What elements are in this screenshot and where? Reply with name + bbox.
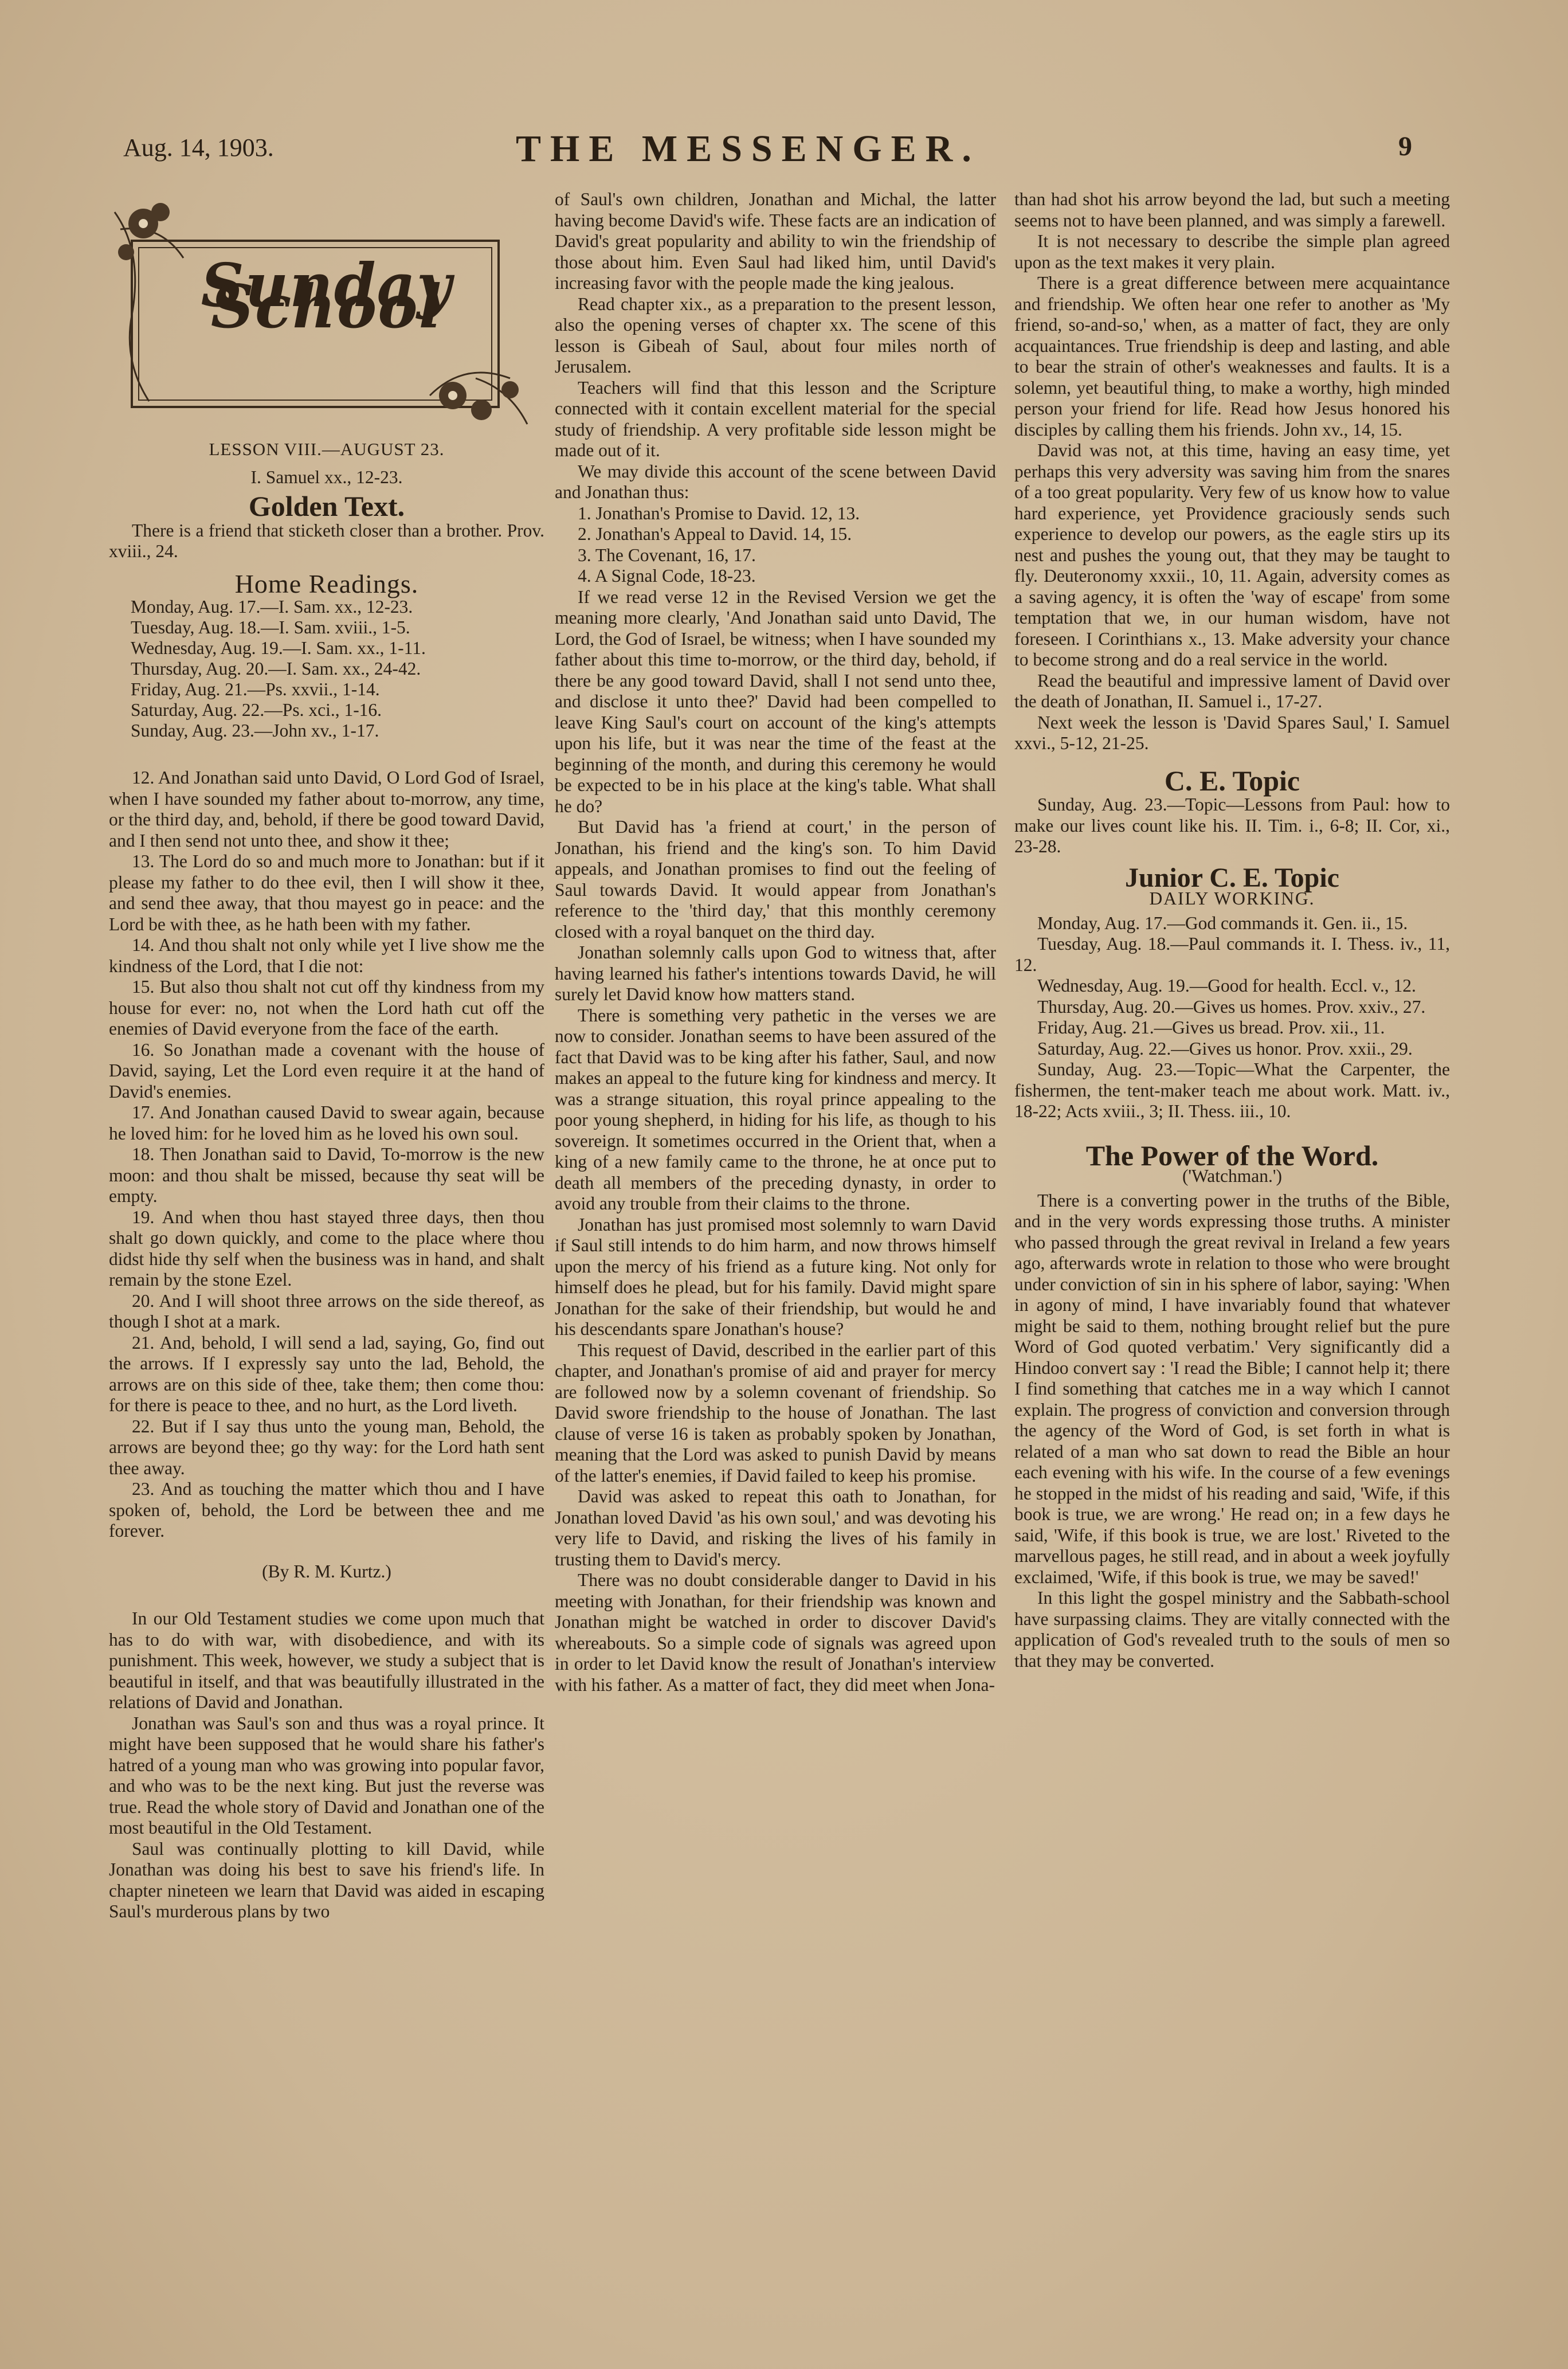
junior-ce-item: Saturday, Aug. 22.—Gives us honor. Prov. xxii., 29. xyxy=(1037,1038,1413,1059)
lesson-heading: LESSON VIII.—AUGUST 23. xyxy=(209,439,445,459)
commentary-paragraph: David was not, at this time, having an easy time, yet perhaps this very adversity was saving him from the snares of a too great popularity. Very few of us know how to value hard experience, yet Providence graciously sends such experience to develop our powers, as the eagle stirs up its nest and pushes the young out, that they may be taught to fly. Deuteronomy xxxii., 10, 11. Again, adversity comes as a saving agency, it is often the 'way of escape' from some temptation that we, in our human wisdom, have not foreseen. I Corinthians x., 13. Make adversity your chance to become strong and do a real service in the world. xyxy=(1014,440,1450,669)
commentary-paragraph: Read the beautiful and impressive lament of David over the death of Jonathan, II. Samuel i., 17-27. xyxy=(1014,670,1450,711)
verse: 16. So Jonathan made a covenant with the house of David, saying, Let the Lord even require it at the hand of David's enemies. xyxy=(109,1039,544,1102)
sunday-school-logo xyxy=(109,189,544,430)
column-2 xyxy=(555,189,996,1696)
verse: 13. The Lord do so and much more to Jonathan: but if it please my father to do thee evil, then I will show it thee, and send thee away, that thou mayest go in peace: and the Lord be with thee, as he hath been with my father. xyxy=(109,851,544,934)
commentary-paragraph: of Saul's own children, Jonathan and Michal, the latter having become David's wife. These facts are an indication of David's great popularity and ability to win the friendship of those about him. Even Saul had liked him, until David's increasing favor with the people made the king jealous. xyxy=(555,189,996,293)
power-title: The Power of the Word. xyxy=(1085,1139,1379,1172)
junior-ce-item: Sunday, Aug. 23.—Topic—What the Carpenter, the fishermen, the tent-maker teach me about work. Matt. iv., 18-22; Acts xviii., 3; II. Thess. iii., 10. xyxy=(1014,1059,1450,1121)
verse: 15. But also thou shalt not cut off thy kindness from my house for ever: no, not when the Lord hath cut off the enemies of David everyone from the face of the earth. xyxy=(109,977,544,1039)
verse: 19. And when thou hast stayed three days, then thou shalt go down quickly, and come to the place where thou didst hide thy self when the business was in hand, and shalt remain by the stone Ezel. xyxy=(109,1207,544,1290)
power-paragraph: In this light the gospel ministry and the Sabbath-school have surpassing claims. They are vitally connected with the application of God's revealed truth to the souls of men so that they may be converted. xyxy=(1014,1588,1450,1671)
commentary-paragraph: It is not necessary to describe the simple plan agreed upon as the text makes it very plain. xyxy=(1014,231,1450,272)
junior-ce-title: Junior C. E. Topic xyxy=(1125,862,1339,893)
reading-item: Saturday, Aug. 22.—Ps. xci., 1-16. xyxy=(131,700,382,720)
commentary-paragraph: Teachers will find that this lesson and the Scripture connected with it contain excellent material for the special study of friendship. A very profitable side lesson might be made out of it. xyxy=(555,377,996,460)
verse: 14. And thou shalt not only while yet I live show me the kindness of the Lord, that I die not: xyxy=(109,935,544,976)
golden-text-title: Golden Text. xyxy=(248,490,405,522)
verse: 21. And, behold, I will send a lad, saying, Go, find out the arrows. If I expressly say unto the lad, Behold, the arrows are on this side of thee, take them; then come thou: for there is peace to thee, and no hurt, as the Lord liveth. xyxy=(109,1332,544,1415)
outline-item: 4. A Signal Code, 18-23. xyxy=(578,566,756,586)
junior-ce-item: Wednesday, Aug. 19.—Good for health. Eccl. v., 12. xyxy=(1037,976,1416,996)
junior-ce-item: Thursday, Aug. 20.—Gives us homes. Prov. xxiv., 27. xyxy=(1037,996,1426,1017)
junior-ce-item: Friday, Aug. 21.—Gives us bread. Prov. xii., 11. xyxy=(1037,1017,1385,1037)
outline-item: 1. Jonathan's Promise to David. 12, 13. xyxy=(578,503,860,523)
commentary-paragraph: Next week the lesson is 'David Spares Saul,' I. Samuel xxvi., 5-12, 21-25. xyxy=(1014,712,1450,753)
home-readings-title: Home Readings. xyxy=(234,569,419,598)
commentary-paragraph: Jonathan has just promised most solemnly to warn David if Saul still intends to do him harm, and now throws himself upon the mercy of his friend as a future king. Not only for himself does he plead, but for his family. David might spare Jonathan for the sake of their friendship, but would he and his descendants spare Jonathan's house? xyxy=(555,1214,996,1339)
verse: 22. But if I say thus unto the young man, Behold, the arrows are beyond thee; go thy way: for the Lord hath sent thee away. xyxy=(109,1416,544,1478)
commentary-paragraph: But David has 'a friend at court,' in the person of Jonathan, his friend and the king's son. To him David appeals, and Jonathan promises to find out the feeling of Saul towards David. It would appear from Jonathan's reference to the 'third day,' that this monthly ceremony closed with a royal banquet on the third day. xyxy=(555,817,996,942)
reading-item: Monday, Aug. 17.—I. Sam. xx., 12-23. xyxy=(131,597,413,617)
commentary-paragraph: We may divide this account of the scene between David and Jonathan thus: xyxy=(555,461,996,502)
commentary-paragraph: In our Old Testament studies we come upon much that has to do with war, with disobedience, and with its punishment. This week, however, we study a subject that is beautiful in itself, and that was beautifully illustrated in the relations of David and Jonathan. xyxy=(109,1608,544,1712)
reading-item: Thursday, Aug. 20.—I. Sam. xx., 24-42. xyxy=(131,659,421,679)
power-source: ('Watchman.') xyxy=(1182,1166,1283,1186)
issue-date: Aug. 14, 1903. xyxy=(123,134,274,162)
page-number: 9 xyxy=(1398,131,1412,162)
commentary-paragraph: Read chapter xix., as a preparation to the present lesson, also the opening verses of chapter xx. The scene of this lesson is Gibeah of Saul, about four miles north of Jerusalem. xyxy=(555,293,996,377)
column-3 xyxy=(1014,189,1450,1671)
commentary-paragraph: There is something very pathetic in the verses we are now to consider. Jonathan seems to have been assured of the fact that David was to be king after his father, Saul, and now makes an appeal to the future king for kindness and mercy. It was a strange situation, this royal prince appealing to the poor young shepherd, in hiding for his life, as though to his sovereign. It sometimes occurred in the Orient that, when a king of a new family came to the throne, he at once put to death all members of the preceding dynasty, in order to avoid any trouble from their claims to the throne. xyxy=(555,1005,996,1213)
commentary-paragraph: Jonathan was Saul's son and thus was a royal prince. It might have been supposed that he would share his father's hatred of a young man who was growing into popular favor, and who was to be the next king. But just the reverse was true. Read the whole story of David and Jonathan one of the most beautiful in the Old Testament. xyxy=(109,1713,544,1838)
verse: 20. And I will shoot three arrows on the side thereof, as though I shot at a mark. xyxy=(109,1290,544,1332)
commentary-paragraph: Jonathan solemnly calls upon God to witness that, after having learned his father's intentions towards David, he will surely let David know how matters stand. xyxy=(555,942,996,1004)
masthead-title: THE MESSENGER. xyxy=(516,128,981,170)
power-paragraph: There is a converting power in the truths of the Bible, and in the very words expressing those truths. A minister who passed through the great revival in Ireland a few years ago, afterwards wrote in relation to those who were brought under conviction of sin in his sphere of labor, saying: 'When in agony of mind, I have invariably found that whatever might be said to them, nothing brought relief but the pure Word of God quoted verbatim.' Very significantly did a Hindoo convert say : 'I read the Bible; I cannot help it; there I find something that catches me in a way which I cannot explain. The progress of conviction and conversion through the agency of the Word of God, is set forth in what is related of a man who sat down to read the Bible an hour each evening with his wife. In the course of a few evenings he stopped in the midst of his reading and said, 'Wife, if this book is true, we are wrong.' He read on; in a few days he said, 'Wife, if this book is true, we are lost.' Riveted to the marvellous pages, he still read, and in about a week joyfully exclaimed, 'Wife, if this book is true, we may be saved!' xyxy=(1014,1190,1450,1587)
logo-text: Sunday School xyxy=(201,250,453,342)
outline-item: 3. The Covenant, 16, 17. xyxy=(578,545,756,565)
golden-text: There is a friend that sticketh closer than a brother. Prov. xviii., 24. xyxy=(109,520,544,561)
commentary-paragraph: There was no doubt considerable danger to David in his meeting with Jonathan, for their friendship was known and Jonathan might be watched in order to discover David's whereabouts. So a simple code of signals was agreed upon in order to let David know the result of Jonathan's interview with his father. As a matter of fact, they did meet when Jona- xyxy=(555,1570,996,1695)
ce-topic-title: C. E. Topic xyxy=(1164,764,1300,797)
home-readings-list xyxy=(131,597,544,741)
lesson-outline xyxy=(555,503,996,587)
column-1 xyxy=(109,189,544,1922)
commentary-paragraph: than had shot his arrow beyond the lad, but such a meeting seems not to have been planned, and was simply a farewell. xyxy=(1014,189,1450,230)
outline-item: 2. Jonathan's Appeal to David. 14, 15. xyxy=(578,524,852,544)
ce-topic-text: Sunday, Aug. 23.—Topic—Lessons from Paul: how to make our lives count like his. II. Tim. i., 6-8; II. Cor, xi., 23-28. xyxy=(1014,794,1450,856)
reading-item: Friday, Aug. 21.—Ps. xxvii., 1-14. xyxy=(131,679,380,699)
commentary-paragraph: If we read verse 12 in the Revised Version we get the meaning more clearly, 'And Jonathan said unto David, The Lord, the God of Israel, be witness; when I have sounded my father about this time to-morrow, or the third day, behold, if there be any good toward David, shall I not send unto thee, and disclose it unto thee?' David had been compelled to leave King Saul's court on account of the king's attempts upon his life, but it was near the time of the feast at the beginning of the month, and during this ceremony he would be expected to be in his place at the king's table. What shall he do? xyxy=(555,586,996,816)
verse: 18. Then Jonathan said to David, To-morrow is the new moon: and thou shalt be missed, because thy seat will be empty. xyxy=(109,1144,544,1206)
commentary-paragraph: David was asked to repeat this oath to Jonathan, for Jonathan loved David 'as his own soul,' and was devoting his very life to David, and risking the lives of his family in trusting them to David's mercy. xyxy=(555,1486,996,1569)
reading-item: Wednesday, Aug. 19.—I. Sam. xx., 1-11. xyxy=(131,638,426,658)
commentary-paragraph: This request of David, described in the earlier part of this chapter, and Jonathan's promise of aid and prayer for mercy are followed now by a solemn covenant of friendship. So David swore friendship to the house of Jonathan. The last clause of verse 16 is taken as probably spoken by Jonathan, meaning that the Lord was asked to punish David by means of the latter's enemies, if David failed to keep his promise. xyxy=(555,1340,996,1486)
reading-item: Tuesday, Aug. 18.—I. Sam. xviii., 1-5. xyxy=(131,617,410,637)
lesson-reference: I. Samuel xx., 12-23. xyxy=(250,467,403,487)
verse: 12. And Jonathan said unto David, O Lord God of Israel, when I have sounded my father about to-morrow, any time, or the third day, and, behold, if there be good toward David, and I then send not unto thee, and show it thee; xyxy=(109,768,544,851)
verse: 17. And Jonathan caused David to swear again, because he loved him: for he loved him as he loved his own soul. xyxy=(109,1102,544,1144)
commentary-paragraph: There is a great difference between mere acquaintance and friendship. We often hear one refer to another as 'My friend, so-and-so,' when, as a matter of fact, they are only acquaintances. True friendship is deep and lasting, and able to bear the strain of other's weaknesses and faults. It is a solemn, yet beautiful thing, to make a worthy, high minded person your friend for life. Read how Jesus honored his disciples by calling them his friends. John xv., 14, 15. xyxy=(1014,273,1450,440)
commentary-paragraph: Saul was continually plotting to kill David, while Jonathan was doing his best to save his friend's life. In chapter nineteen we learn that David was aided in escaping Saul's murderous plans by two xyxy=(109,1838,544,1921)
scripture-verses xyxy=(109,768,544,1542)
verse: 23. And as touching the matter which thou and I have spoken of, behold, the Lord be between thee and me forever. xyxy=(109,1479,544,1541)
junior-ce-subtitle: DAILY WORKING. xyxy=(1149,888,1315,909)
junior-ce-item: Tuesday, Aug. 18.—Paul commands it. I. Thess. iv., 11, 12. xyxy=(1014,934,1450,975)
byline: (By R. M. Kurtz.) xyxy=(262,1561,391,1581)
junior-ce-item: Monday, Aug. 17.—God commands it. Gen. ii., 15. xyxy=(1037,913,1408,933)
reading-item: Sunday, Aug. 23.—John xv., 1-17. xyxy=(131,721,379,741)
